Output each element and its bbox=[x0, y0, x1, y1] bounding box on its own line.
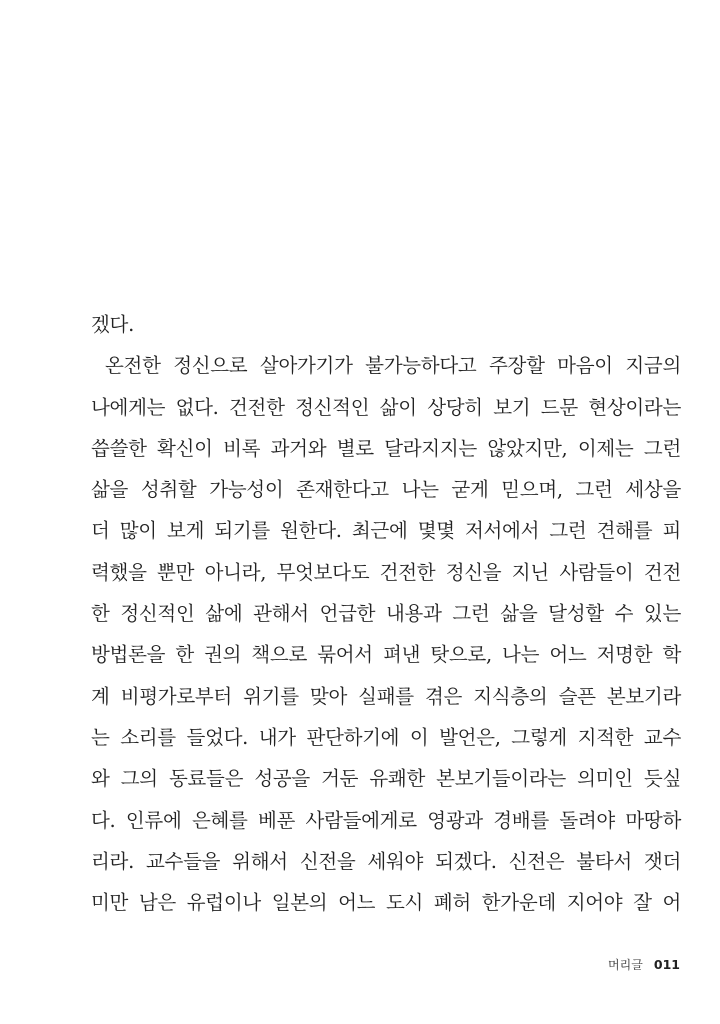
text-line: 계 비평가로부터 위기를 맞아 실패를 겪은 지식층의 슬픈 본보기라 bbox=[91, 684, 681, 708]
body-text bbox=[91, 304, 681, 923]
text-line: 미만 남은 유럽이나 일본의 어느 도시 폐허 한가운데 지어야 잘 어 bbox=[91, 891, 681, 915]
page-footer bbox=[608, 955, 680, 973]
section-title: 머리글 bbox=[608, 958, 643, 972]
text-line: 나에게는 없다. 건전한 정신적인 삶이 상당히 보기 드문 현상이라는 bbox=[91, 395, 681, 419]
text-line: 와 그의 동료들은 성공을 거둔 유쾌한 본보기들이라는 의미인 듯싶 bbox=[91, 767, 681, 791]
text-line: 리라. 교수들을 위해서 신전을 세워야 되겠다. 신전은 불타서 잿더 bbox=[91, 849, 681, 873]
text-line: 온전한 정신으로 살아가기가 불가능하다고 주장할 마음이 지금의 bbox=[105, 354, 681, 378]
text-line: 다. 인류에 은혜를 베푼 사람들에게로 영광과 경배를 돌려야 마땅하 bbox=[91, 808, 681, 832]
page-number: 011 bbox=[653, 957, 680, 972]
text-line: 한 정신적인 삶에 관해서 언급한 내용과 그런 삶을 달성할 수 있는 bbox=[91, 602, 681, 626]
text-line: 겠다. bbox=[91, 313, 134, 336]
text-line: 씁쓸한 확신이 비록 과거와 별로 달라지지는 않았지만, 이제는 그런 bbox=[91, 436, 681, 460]
text-line: 력했을 뿐만 아니라, 무엇보다도 건전한 정신을 지닌 사람들이 건전 bbox=[91, 560, 681, 584]
text-line: 방법론을 한 권의 책으로 묶어서 펴낸 탓으로, 나는 어느 저명한 학 bbox=[91, 643, 681, 667]
text-line: 삶을 성취할 가능성이 존재한다고 나는 굳게 믿으며, 그런 세상을 bbox=[91, 478, 681, 502]
text-line: 더 많이 보게 되기를 원한다. 최근에 몇몇 저서에서 그런 견해를 피 bbox=[91, 519, 681, 543]
text-line: 는 소리를 들었다. 내가 판단하기에 이 발언은, 그렇게 지적한 교수 bbox=[91, 725, 681, 749]
